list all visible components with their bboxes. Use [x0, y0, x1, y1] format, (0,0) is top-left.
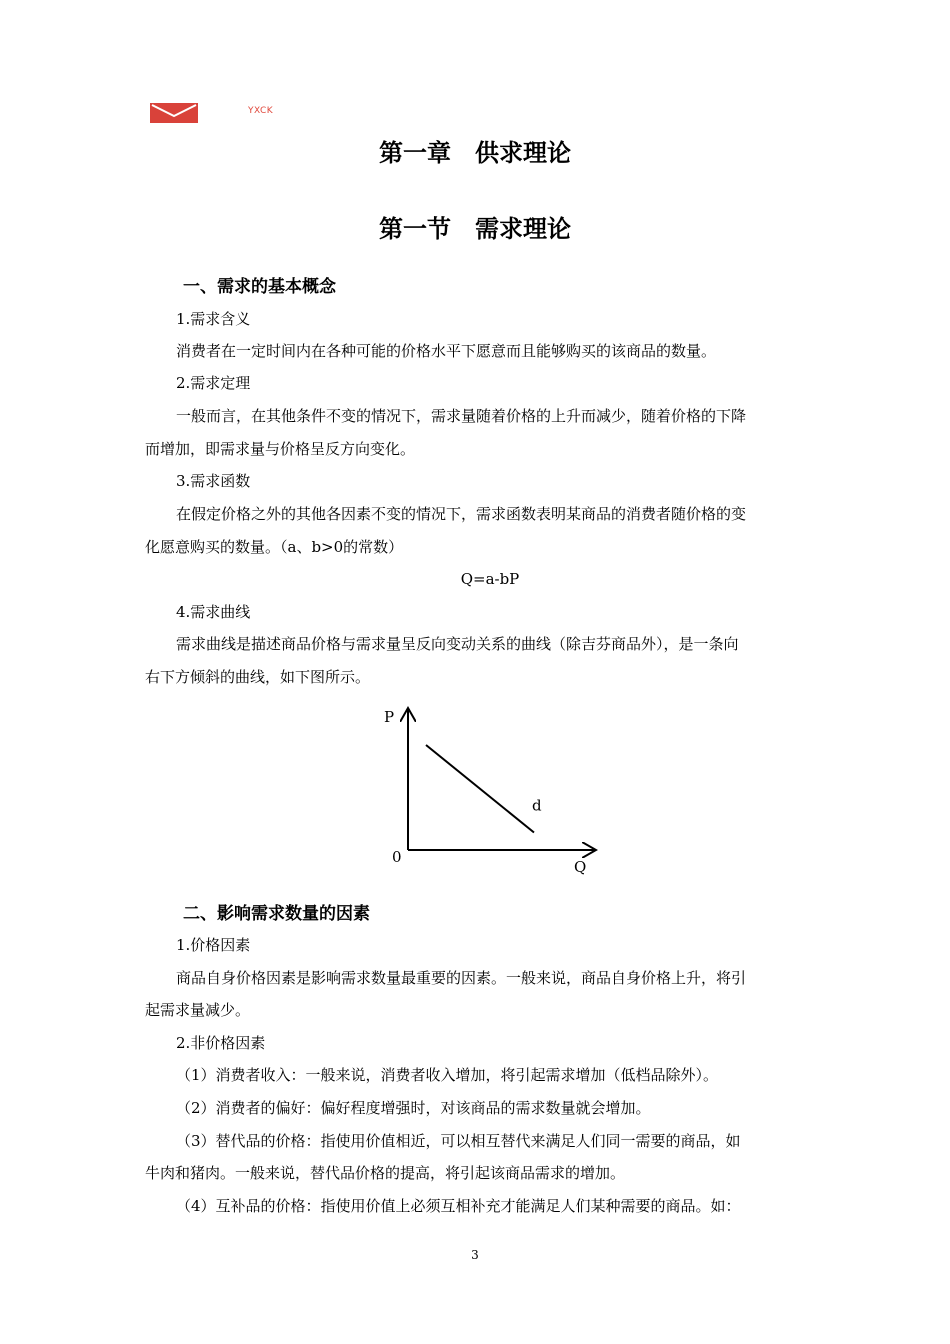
item-demand-function-line2: 化愿意购买的数量。（a、b>0的常数）: [145, 538, 404, 556]
heading-demand-concepts: 一、需求的基本概念: [183, 277, 336, 297]
demand-line-label: d: [532, 796, 542, 815]
item-demand-curve-line2: 右下方倾斜的曲线，如下图所示。: [145, 668, 371, 686]
factor-preference: （2）消费者的偏好：偏好程度增强时，对该商品的需求数量就会增加。: [176, 1099, 651, 1117]
item-demand-law-line2: 而增加，即需求量与价格呈反方向变化。: [145, 440, 416, 458]
item-demand-function-line1: 在假定价格之外的其他各因素不变的情况下，需求函数表明某商品的消费者随价格的变: [176, 505, 747, 523]
page-number: 3: [471, 1248, 479, 1262]
item-demand-curve-title: 4.需求曲线: [176, 603, 251, 621]
item-demand-law-title: 2.需求定理: [176, 374, 251, 392]
demand-line: [426, 745, 534, 833]
item-demand-meaning-text: 消费者在一定时间内在各种可能的价格水平下愿意而且能够购买的该商品的数量。: [176, 342, 717, 360]
item-price-factor-line1: 商品自身价格因素是影响需求数量最重要的因素。一般来说，商品自身价格上升，将引: [176, 969, 747, 987]
item-demand-function-title: 3.需求函数: [176, 472, 251, 490]
chapter-title: 第一章 供求理论: [379, 139, 571, 167]
item-price-factor-line2: 起需求量减少。: [145, 1001, 251, 1019]
demand-formula: Q=a-bP: [460, 570, 520, 588]
heading-demand-factors: 二、影响需求数量的因素: [183, 904, 370, 924]
demand-curve-chart: [370, 700, 610, 880]
y-axis-label: P: [384, 708, 395, 726]
x-axis-label: Q: [574, 858, 587, 876]
logo-text: YXCK: [248, 106, 274, 116]
factor-substitute-line1: （3）替代品的价格：指使用价值相近，可以相互替代来满足人们同一需要的商品，如: [176, 1132, 741, 1150]
item-price-factor-title: 1.价格因素: [176, 936, 251, 954]
factor-complement-line1: （4）互补品的价格：指使用价值上必须互相补充才能满足人们某种需要的商品。如：: [176, 1197, 741, 1215]
item-demand-meaning-title: 1.需求含义: [176, 310, 251, 328]
item-nonprice-factor-title: 2.非价格因素: [176, 1034, 266, 1052]
origin-label: 0: [392, 848, 402, 866]
item-demand-law-line1: 一般而言，在其他条件不变的情况下，需求量随着价格的上升而减少，随着价格的下降: [176, 407, 747, 425]
factor-income: （1）消费者收入：一般来说，消费者收入增加，将引起需求增加（低档品除外）。: [176, 1066, 719, 1084]
logo-icon: [150, 103, 198, 123]
section-title: 第一节 需求理论: [379, 215, 571, 243]
factor-substitute-line2: 牛肉和猪肉。一般来说，替代品价格的提高，将引起该商品需求的增加。: [145, 1164, 626, 1182]
item-demand-curve-line1: 需求曲线是描述商品价格与需求量呈反向变动关系的曲线（除吉芬商品外），是一条向: [176, 635, 739, 653]
